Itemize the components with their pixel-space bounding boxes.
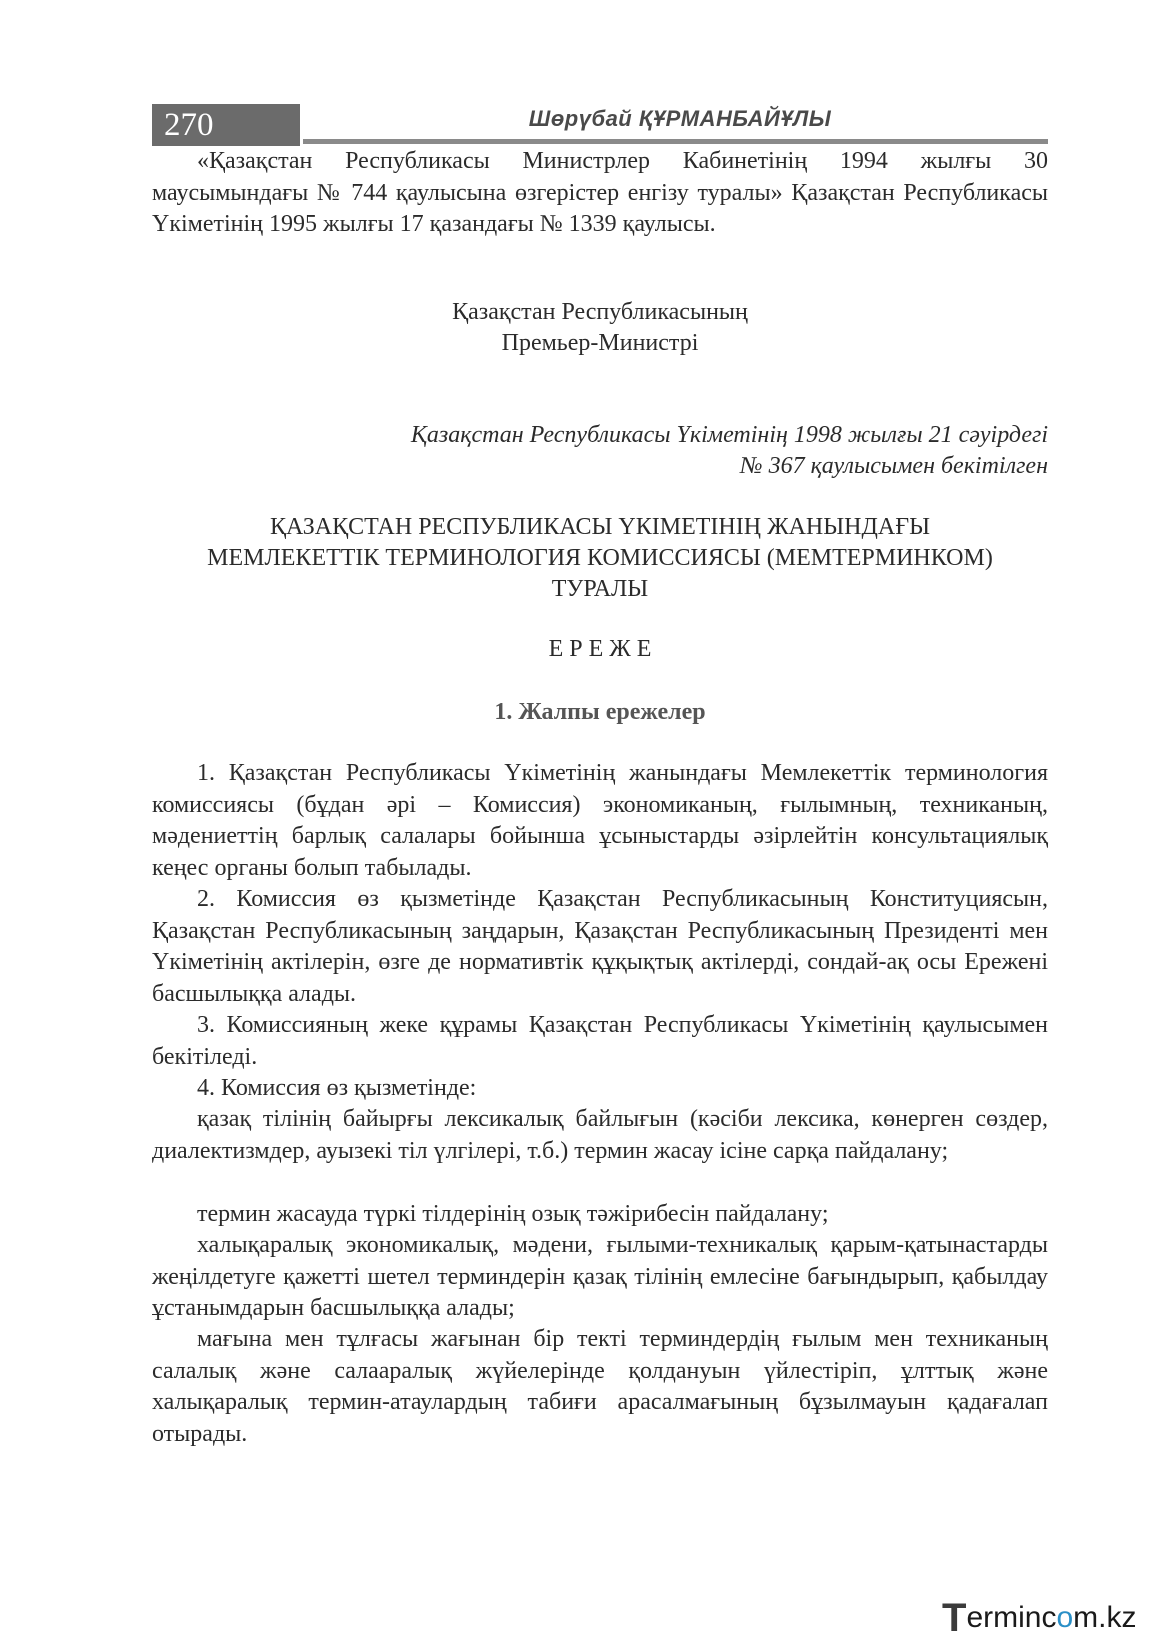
signature-line-2: Премьер-Министрі	[501, 330, 699, 356]
paragraph-5: қазақ тілінің байырғы лексикалық байлығын (кәсіби лексика, көнерген сөздер, диалектизмдер, ауызекі тіл үлгілері, т.б.) термин жасау ісіне сарқа пайдалану;	[152, 1106, 1048, 1164]
signature-line-1: Қазақстан Республикасының	[452, 299, 748, 325]
watermark-text-2: m.kz	[1073, 1601, 1137, 1634]
watermark-t: T	[942, 1596, 967, 1640]
site-watermark-logo	[942, 1592, 1142, 1640]
paragraph-2: 2. Комиссия өз қызметінде Қазақстан Республикасының Конституциясын, Қазақстан Республикасының заңдарын, Қазақстан Республикасының Президенті мен Үкіметінің актілерін, өзге де нормативтік құқықтық актілерді, сондай-ақ осы Ережені басшылыққа алады.	[152, 886, 1048, 1007]
paragraph-8: мағына мен тұлғасы жағынан бір текті терминдердің ғылым мен техниканың салалық және салааралық жүйелерінде қолдануын үйлестіріп, ұлттық және халықаралық термин-атаулардың табиғи арасалмағының бұзылмауын қадағалап отырады.	[152, 1326, 1048, 1447]
header-rule	[303, 139, 1048, 144]
watermark-o: o	[1056, 1601, 1074, 1634]
approval-line-2: № 367 қаулысымен бекітілген	[739, 453, 1048, 479]
document-title-line-1: ҚАЗАҚСТАН РЕСПУБЛИКАСЫ ҮКІМЕТІНІҢ ЖАНЫНДАҒЫ	[269, 514, 931, 540]
paragraph-4: 4. Комиссия өз қызметінде:	[197, 1075, 477, 1101]
watermark-text-1: erminc	[966, 1601, 1057, 1634]
document-type: Е Р Е Ж Е	[548, 636, 652, 662]
paragraph-7: халықаралық экономикалық, мәдени, ғылыми-техникалық қарым-қатынастарды жеңілдетуге қажетті шетел терминдерін қазақ тілінің емлесіне бағындырып, қабылдау ұстанымдарын басшылыққа алады;	[152, 1232, 1048, 1321]
approval-line-1: Қазақстан Республикасы Үкіметінің 1998 жылғы 21 сәуірдегі	[410, 422, 1048, 448]
page-number: 270	[152, 104, 300, 146]
document-title-line-3: ТУРАЛЫ	[551, 576, 649, 602]
document-title-line-2: МЕМЛЕКЕТТІК ТЕРМИНОЛОГИЯ КОМИССИЯСЫ (МЕМТЕРМИНКОМ)	[207, 545, 993, 571]
intro-paragraph: «Қазақстан Республикасы Министрлер Кабинетінің 1994 жылғы 30 маусымындағы № 744 қаулысына өзгерістер енгізу туралы» Қазақстан Республикасы Үкіметінің 1995 жылғы 17 қазандағы № 1339 қаулысы.	[152, 148, 1048, 237]
paragraph-6: термин жасауда түркі тілдерінің озық тәжірибесін пайдалану;	[197, 1201, 829, 1227]
section-heading: 1. Жалпы ережелер	[494, 699, 706, 725]
paragraph-3: 3. Комиссияның жеке құрамы Қазақстан Республикасы Үкіметінің қаулысымен бекітіледі.	[152, 1012, 1048, 1070]
running-title: Шөрүбай ҚҰРМАНБАЙҰЛЫ	[528, 106, 832, 131]
paragraph-1: 1. Қазақстан Республикасы Үкіметінің жанындағы Мемлекеттік терминология комиссиясы (бұдан әрі – Комиссия) экономиканың, ғылымның, техниканың, мәдениеттің барлық салалары бойынша ұсыныстарды әзірлейтін консультациялық кеңес органы болып табылады.	[152, 760, 1048, 881]
